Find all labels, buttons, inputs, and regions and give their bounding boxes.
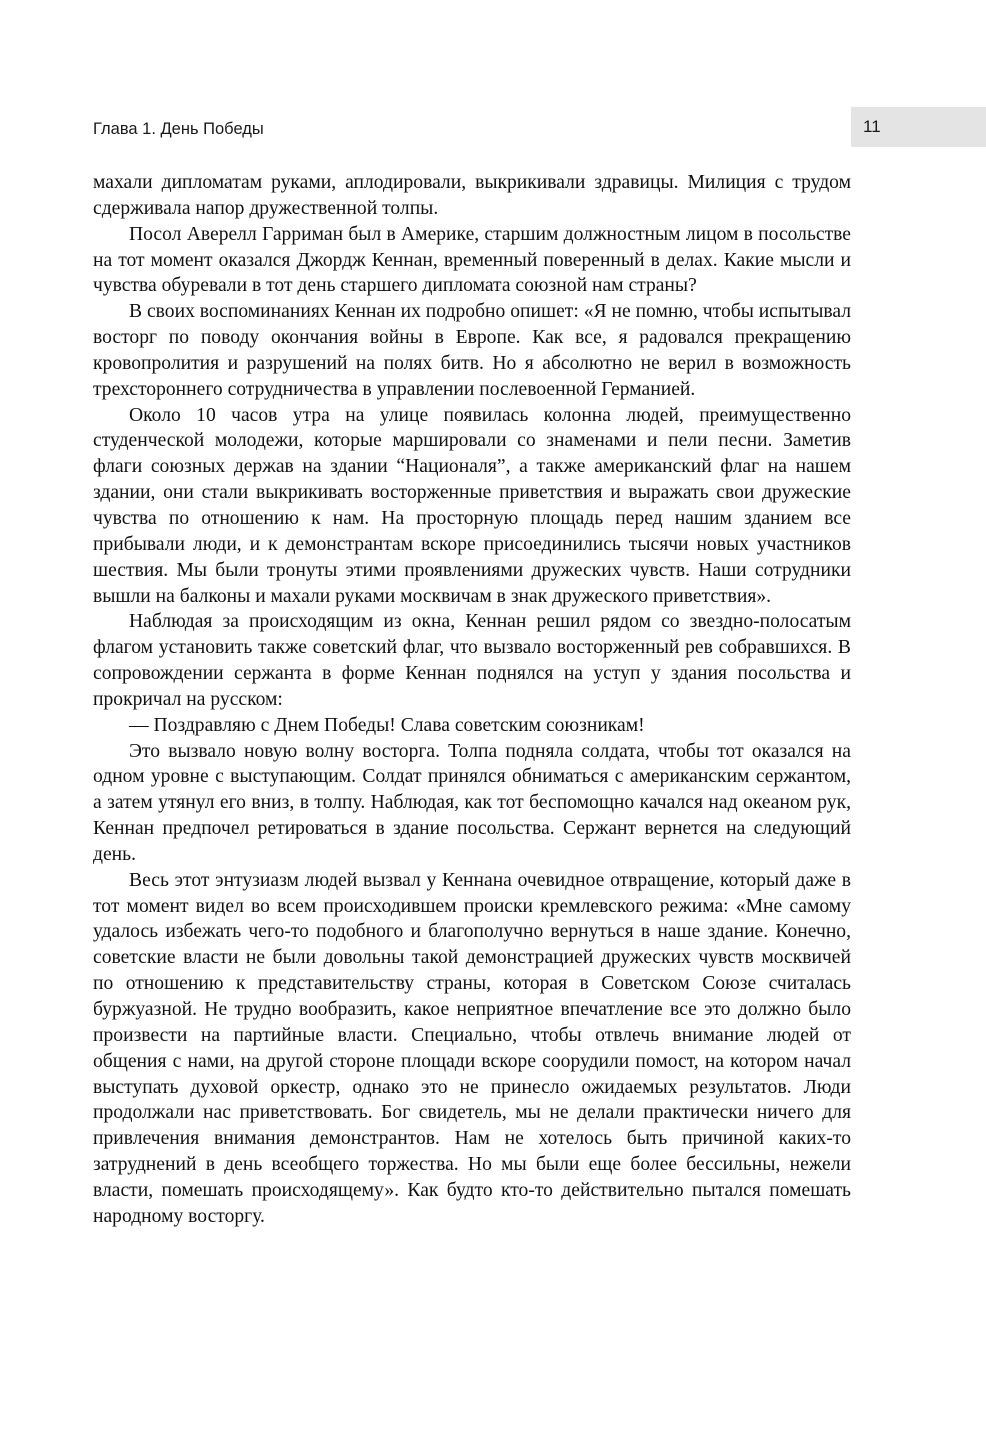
page-number-tab <box>851 107 986 147</box>
paragraph: Это вызвало новую волну восторга. Толпа подняла солдата, чтобы тот оказался на одном уровне с выступающим. Солдат принялся обниматься с американским сержантом, а затем утянул его вниз, в толпу. Наблюдая, как тот беспомощно качался над океаном рук, Кеннан предпочел ретироваться в здание посольства. Сержант вернется на следующий день. <box>93 740 851 865</box>
paragraph: — Поздравляю с Днем Победы! Слава советским союзникам! <box>129 714 645 736</box>
paragraph: В своих воспоминаниях Кеннан их подробно опишет: «Я не помню, чтобы испытывал восторг по поводу окончания войны в Европе. Как все, я радовался прекращению кровопролития и разрушений на полях битв. Но я абсолютно не верил в возможность трехстороннего сотрудничества в управлении послевоенной Германией. <box>93 301 851 400</box>
paragraph: Весь этот энтузиазм людей вызвал у Кеннана очевидное отвращение, который даже в тот момент видел во всем происходившем происки кремлевского режима: «Мне самому удалось избежать чего-то подобного и благополучно вернуться в наше здание. Конечно, советские власти не были довольны такой демонстрацией дружеских чувств москвичей по отношению к представительству страны, которая в Советском Союзе считалась буржуазной. Не трудно вообразить, какое неприятное впечатление все это должно было произвести на партийные власти. Специально, чтобы отвлечь внимание людей от общения с нами, на другой стороне площади вскоре соорудили помост, на котором начал выступать духовой оркестр, однако это не принесло ожидаемых результатов. Люди продолжали нас приветствовать. Бог свидетель, мы не делали практически ничего для привлечения внимания демонстрантов. Нам не хотелось быть причиной каких-то затруднений в день всеобщего торжества. Но мы были еще более бессильны, нежели власти, помешать происходящему». Как будто кто-то действительно пытался помешать народному восторгу. <box>93 869 851 1227</box>
paragraph: Посол Аверелл Гарриман был в Америке, старшим должностным лицом в посольстве на тот момент оказался Джордж Кеннан, временный поверенный в делах. Какие мысли и чувства обуревали в тот день старшего дипломата союзной нам страны? <box>93 223 851 297</box>
paragraph: Около 10 часов утра на улице появилась колонна людей, преимущественно студенческой молодежи, которые маршировали со знаменами и пели песни. Заметив флаги союзных держав на здании “Националя”, а также американский флаг на нашем здании, они стали выкрикивать восторженные приветствия и выражать свои дружеские чувства по отношению к нам. На просторную площадь перед нашим зданием все прибывали люди, и к демонстрантам вскоре присоединились тысячи новых участников шествия. Мы были тронуты этими проявлениями дружеских чувств. Наши сотрудники вышли на балконы и махали руками москвичам в знак дружеского приветствия». <box>93 404 851 607</box>
body-text <box>93 170 851 1230</box>
paragraph: махали дипломатам руками, аплодировали, выкрикивали здравицы. Милиция с трудом сдерживала напор дружественной толпы. <box>93 172 851 219</box>
running-head: Глава 1. День Победы <box>93 120 264 138</box>
page-number: 11 <box>863 117 881 136</box>
paragraph: Наблюдая за происходящим из окна, Кеннан решил рядом со звездно-полосатым флагом установить также советский флаг, что вызвало восторженный рев собравшихся. В сопровождении сержанта в форме Кеннан поднялся на уступ у здания посольства и прокричал на русском: <box>93 611 851 710</box>
